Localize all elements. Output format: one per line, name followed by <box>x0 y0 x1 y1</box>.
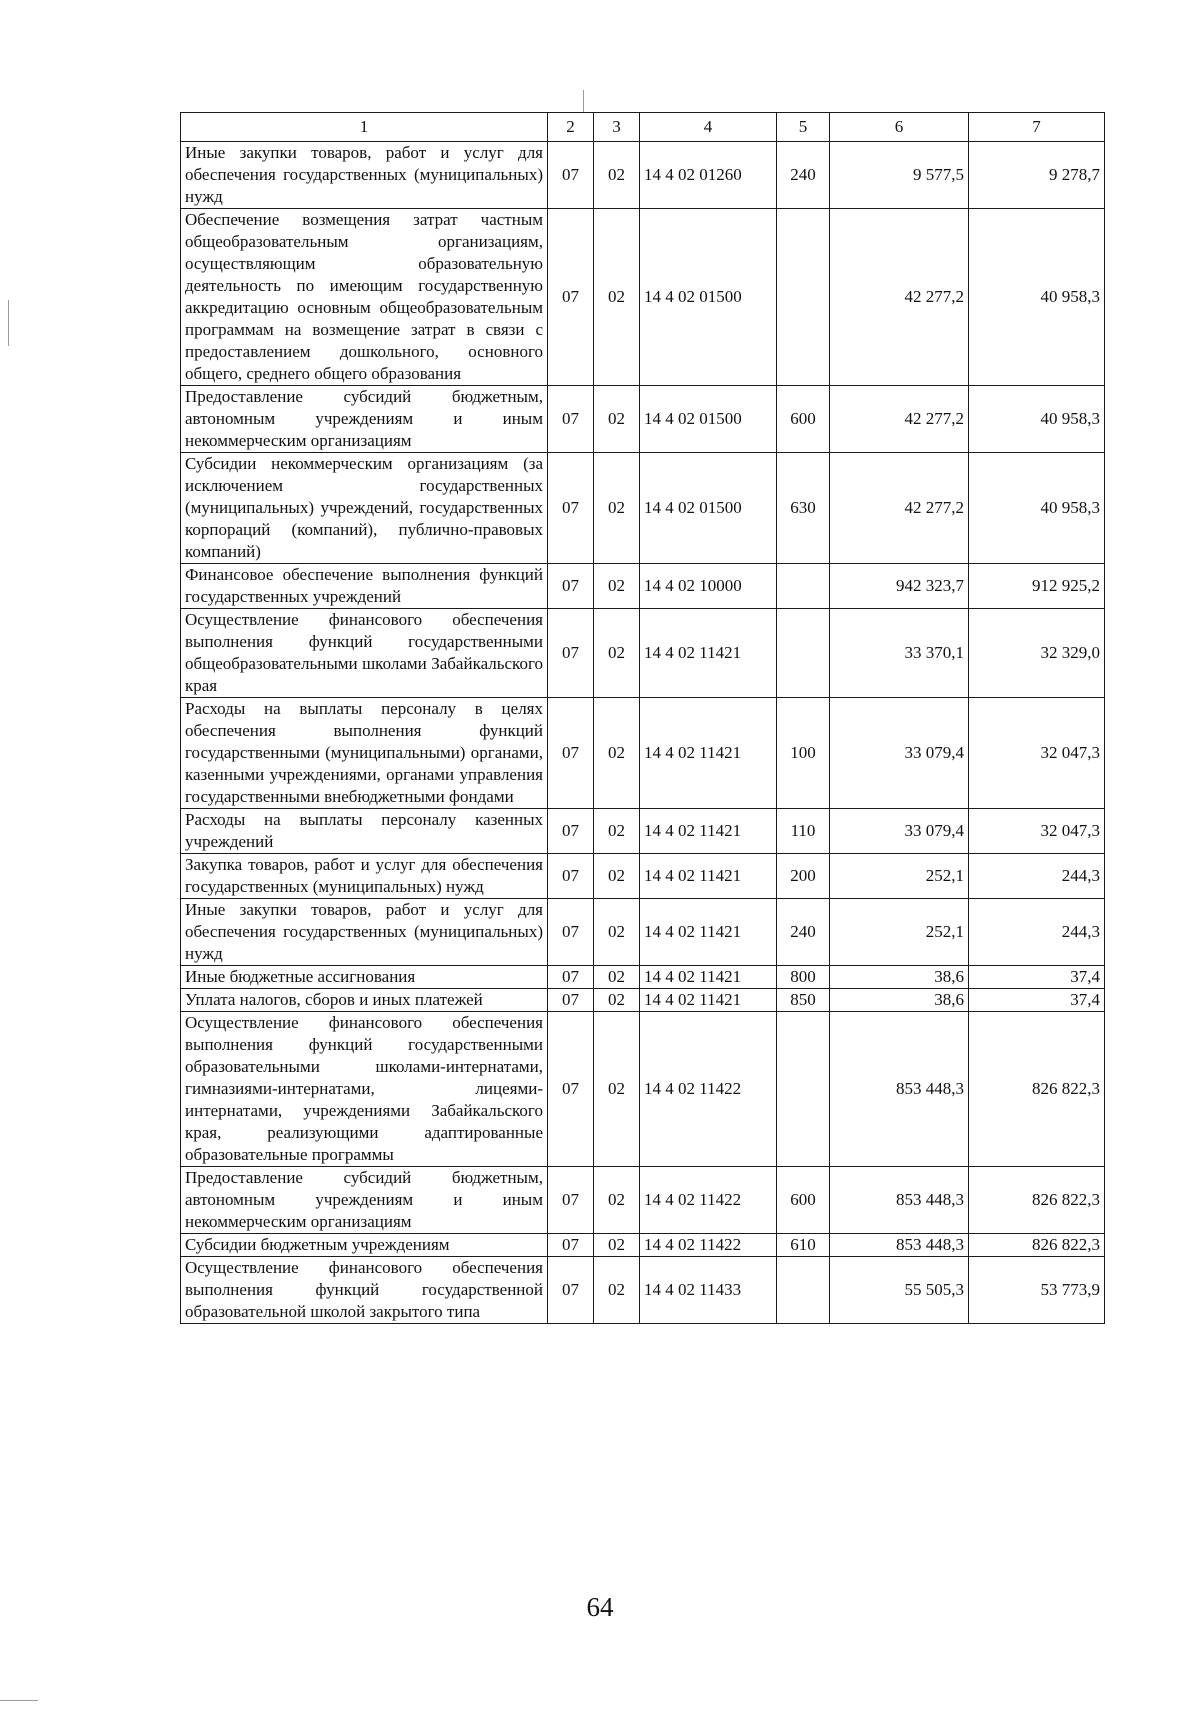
cell-amount-col6: 942 323,7 <box>830 564 969 609</box>
cell-amount-col6: 42 277,2 <box>830 386 969 453</box>
cell-section: 07 <box>548 209 594 386</box>
cell-subsection: 02 <box>594 386 640 453</box>
cell-target-code: 14 4 02 11421 <box>640 609 777 698</box>
cell-target-code: 14 4 02 11421 <box>640 899 777 966</box>
cell-name: Осуществление финансового обеспечения выполнения функций государственными общеобразовательными школами Забайкальского края <box>181 609 548 698</box>
table-row <box>181 209 1105 386</box>
cell-amount-col6: 42 277,2 <box>830 453 969 564</box>
cell-amount-col6: 9 577,5 <box>830 142 969 209</box>
cell-section: 07 <box>548 386 594 453</box>
cell-expense-type: 600 <box>777 386 830 453</box>
cell-amount-col7: 40 958,3 <box>969 386 1105 453</box>
cell-expense-type: 800 <box>777 966 830 989</box>
cell-target-code: 14 4 02 01500 <box>640 453 777 564</box>
cell-section: 07 <box>548 609 594 698</box>
table-row <box>181 1257 1105 1324</box>
cell-section: 07 <box>548 1234 594 1257</box>
cell-name: Субсидии некоммерческим организациям (за исключением государственных (муниципальных) учреждений, государственных корпораций (компаний), публично-правовых компаний) <box>181 453 548 564</box>
cell-amount-col7: 32 329,0 <box>969 609 1105 698</box>
column-header: 2 <box>548 113 594 142</box>
cell-amount-col6: 853 448,3 <box>830 1167 969 1234</box>
table-row <box>181 989 1105 1012</box>
cell-amount-col7: 244,3 <box>969 899 1105 966</box>
cell-amount-col7: 9 278,7 <box>969 142 1105 209</box>
cell-amount-col7: 37,4 <box>969 989 1105 1012</box>
cell-subsection: 02 <box>594 1234 640 1257</box>
scan-artifact-line <box>0 1700 38 1701</box>
cell-target-code: 14 4 02 11421 <box>640 854 777 899</box>
cell-expense-type: 240 <box>777 899 830 966</box>
cell-subsection: 02 <box>594 609 640 698</box>
cell-subsection: 02 <box>594 989 640 1012</box>
cell-expense-type <box>777 564 830 609</box>
table-row <box>181 564 1105 609</box>
scan-artifact-line <box>8 300 9 346</box>
cell-target-code: 14 4 02 01500 <box>640 209 777 386</box>
cell-expense-type: 110 <box>777 809 830 854</box>
table-row <box>181 609 1105 698</box>
cell-amount-col7: 912 925,2 <box>969 564 1105 609</box>
cell-expense-type: 240 <box>777 142 830 209</box>
cell-expense-type <box>777 209 830 386</box>
table-row <box>181 1012 1105 1167</box>
cell-name: Предоставление субсидий бюджетным, автономным учреждениям и иным некоммерческим организациям <box>181 386 548 453</box>
cell-subsection: 02 <box>594 698 640 809</box>
cell-section: 07 <box>548 1257 594 1324</box>
cell-target-code: 14 4 02 11422 <box>640 1167 777 1234</box>
table-row <box>181 809 1105 854</box>
table-row <box>181 1234 1105 1257</box>
cell-subsection: 02 <box>594 1257 640 1324</box>
column-header: 1 <box>181 113 548 142</box>
cell-target-code: 14 4 02 11421 <box>640 698 777 809</box>
cell-target-code: 14 4 02 11421 <box>640 989 777 1012</box>
cell-section: 07 <box>548 989 594 1012</box>
table-row <box>181 142 1105 209</box>
cell-amount-col6: 38,6 <box>830 989 969 1012</box>
table-row <box>181 698 1105 809</box>
table-row <box>181 453 1105 564</box>
cell-target-code: 14 4 02 11421 <box>640 966 777 989</box>
column-header: 3 <box>594 113 640 142</box>
cell-subsection: 02 <box>594 1012 640 1167</box>
cell-amount-col6: 252,1 <box>830 899 969 966</box>
table-row <box>181 854 1105 899</box>
cell-name: Расходы на выплаты персоналу в целях обеспечения выполнения функций государственными (муниципальными) органами, казенными учреждениями, органами управления государственными внебюджетными фондами <box>181 698 548 809</box>
cell-amount-col7: 826 822,3 <box>969 1167 1105 1234</box>
cell-target-code: 14 4 02 11421 <box>640 809 777 854</box>
cell-expense-type: 200 <box>777 854 830 899</box>
cell-target-code: 14 4 02 01260 <box>640 142 777 209</box>
cell-amount-col7: 37,4 <box>969 966 1105 989</box>
cell-amount-col7: 32 047,3 <box>969 809 1105 854</box>
cell-section: 07 <box>548 1012 594 1167</box>
cell-section: 07 <box>548 854 594 899</box>
cell-amount-col6: 38,6 <box>830 966 969 989</box>
cell-name: Осуществление финансового обеспечения выполнения функций государственными образовательными школами-интернатами, гимназиями-интернатами, лицеями-интернатами, учреждениями Забайкальского края, реализующими адаптированные образовательные программы <box>181 1012 548 1167</box>
cell-target-code: 14 4 02 10000 <box>640 564 777 609</box>
cell-subsection: 02 <box>594 854 640 899</box>
cell-amount-col6: 33 079,4 <box>830 809 969 854</box>
cell-name: Уплата налогов, сборов и иных платежей <box>181 989 548 1012</box>
cell-amount-col6: 853 448,3 <box>830 1234 969 1257</box>
table-row <box>181 386 1105 453</box>
cell-name: Расходы на выплаты персоналу казенных учреждений <box>181 809 548 854</box>
cell-section: 07 <box>548 809 594 854</box>
cell-amount-col6: 252,1 <box>830 854 969 899</box>
column-header: 7 <box>969 113 1105 142</box>
cell-name: Субсидии бюджетным учреждениям <box>181 1234 548 1257</box>
cell-expense-type: 100 <box>777 698 830 809</box>
page-number: 64 <box>586 1592 614 1622</box>
cell-target-code: 14 4 02 11422 <box>640 1234 777 1257</box>
cell-amount-col7: 32 047,3 <box>969 698 1105 809</box>
cell-name: Закупка товаров, работ и услуг для обеспечения государственных (муниципальных) нужд <box>181 854 548 899</box>
cell-subsection: 02 <box>594 966 640 989</box>
cell-expense-type: 600 <box>777 1167 830 1234</box>
cell-amount-col7: 826 822,3 <box>969 1234 1105 1257</box>
table-row <box>181 1167 1105 1234</box>
cell-amount-col6: 55 505,3 <box>830 1257 969 1324</box>
cell-name: Иные закупки товаров, работ и услуг для обеспечения государственных (муниципальных) нужд <box>181 142 548 209</box>
cell-name: Иные бюджетные ассигнования <box>181 966 548 989</box>
cell-expense-type: 610 <box>777 1234 830 1257</box>
cell-target-code: 14 4 02 11433 <box>640 1257 777 1324</box>
cell-subsection: 02 <box>594 209 640 386</box>
cell-amount-col7: 53 773,9 <box>969 1257 1105 1324</box>
cell-name: Финансовое обеспечение выполнения функций государственных учреждений <box>181 564 548 609</box>
cell-amount-col7: 40 958,3 <box>969 453 1105 564</box>
cell-section: 07 <box>548 698 594 809</box>
cell-amount-col6: 853 448,3 <box>830 1012 969 1167</box>
cell-expense-type <box>777 1257 830 1324</box>
cell-name: Предоставление субсидий бюджетным, автономным учреждениям и иным некоммерческим организациям <box>181 1167 548 1234</box>
cell-expense-type: 630 <box>777 453 830 564</box>
cell-subsection: 02 <box>594 453 640 564</box>
column-header: 4 <box>640 113 777 142</box>
cell-section: 07 <box>548 966 594 989</box>
cell-section: 07 <box>548 1167 594 1234</box>
scan-artifact-line <box>583 90 584 112</box>
cell-amount-col7: 40 958,3 <box>969 209 1105 386</box>
budget-table <box>180 112 1105 1324</box>
cell-section: 07 <box>548 899 594 966</box>
cell-amount-col7: 244,3 <box>969 854 1105 899</box>
table-header-row <box>181 113 1105 142</box>
cell-target-code: 14 4 02 01500 <box>640 386 777 453</box>
cell-section: 07 <box>548 142 594 209</box>
table-row <box>181 899 1105 966</box>
cell-expense-type: 850 <box>777 989 830 1012</box>
cell-subsection: 02 <box>594 899 640 966</box>
column-header: 5 <box>777 113 830 142</box>
column-header: 6 <box>830 113 969 142</box>
cell-amount-col6: 33 370,1 <box>830 609 969 698</box>
table-row <box>181 966 1105 989</box>
cell-section: 07 <box>548 564 594 609</box>
cell-section: 07 <box>548 453 594 564</box>
cell-subsection: 02 <box>594 809 640 854</box>
cell-subsection: 02 <box>594 1167 640 1234</box>
cell-name: Иные закупки товаров, работ и услуг для обеспечения государственных (муниципальных) нужд <box>181 899 548 966</box>
cell-subsection: 02 <box>594 142 640 209</box>
cell-amount-col6: 42 277,2 <box>830 209 969 386</box>
cell-amount-col6: 33 079,4 <box>830 698 969 809</box>
cell-expense-type <box>777 1012 830 1167</box>
cell-amount-col7: 826 822,3 <box>969 1012 1105 1167</box>
cell-name: Осуществление финансового обеспечения выполнения функций государственной образовательной школой закрытого типа <box>181 1257 548 1324</box>
cell-target-code: 14 4 02 11422 <box>640 1012 777 1167</box>
cell-expense-type <box>777 609 830 698</box>
cell-subsection: 02 <box>594 564 640 609</box>
cell-name: Обеспечение возмещения затрат частным общеобразовательным организациям, осуществляющим образовательную деятельность по имеющим государственную аккредитацию основным общеобразовательным программам на возмещение затрат в связи с предоставлением дошкольного, основного общего, среднего общего образования <box>181 209 548 386</box>
